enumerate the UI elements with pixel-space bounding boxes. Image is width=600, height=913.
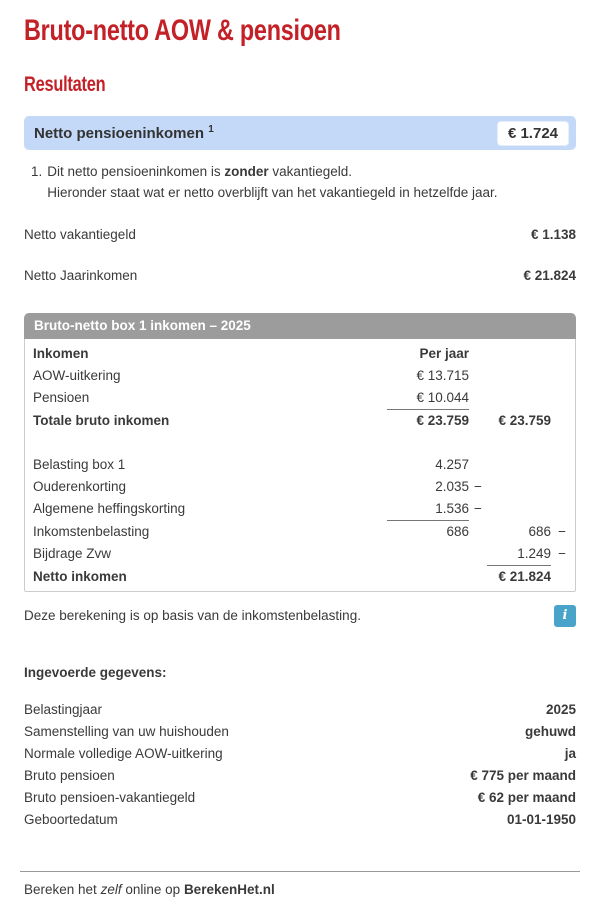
table-row-minus1	[469, 454, 487, 476]
table-row-minus2	[551, 566, 567, 588]
footnote-line1-bold: zonder	[224, 164, 269, 180]
table-row-minus1	[469, 566, 487, 588]
table-row-amount-year: € 13.715	[416, 367, 469, 383]
input-row	[24, 699, 576, 721]
table-row	[25, 498, 575, 521]
table-row-label: Inkomen	[33, 345, 89, 361]
table-row-label: Netto inkomen	[33, 568, 127, 584]
input-value: gehuwd	[525, 723, 576, 739]
table-row-label: Algemene heffingskorting	[33, 500, 186, 516]
summary-label	[34, 124, 214, 142]
input-value: 2025	[545, 701, 576, 717]
table-row-amount-total: € 23.759	[498, 412, 551, 428]
table-row	[25, 521, 575, 543]
table-row-minus1: −	[474, 500, 482, 516]
total-label: Netto Jaarinkomen	[24, 267, 138, 283]
basis-row	[24, 605, 576, 627]
table-row-label: Bijdrage Zvw	[33, 545, 112, 561]
inputs-heading: Ingevoerde gegevens:	[24, 664, 167, 680]
table-row-minus2	[551, 410, 567, 432]
table-row	[25, 543, 575, 566]
table-row-amount-year: 2.035	[435, 478, 469, 494]
table-row-minus1	[469, 343, 487, 365]
footnote-line1	[47, 162, 497, 183]
basis-text: Deze berekening is op basis van de inkomstenbelasting.	[24, 608, 361, 624]
table-row	[25, 387, 575, 410]
table-row-amount-total	[487, 498, 551, 521]
page-title-text: Bruto-netto AOW & pensioen	[24, 14, 341, 47]
table-row-label: AOW-uitkering	[33, 367, 121, 383]
table-row-minus2: −	[558, 545, 566, 561]
table-row-amount-total	[487, 365, 551, 387]
total-row	[24, 266, 576, 286]
input-value: ja	[564, 745, 576, 761]
table-row-minus2	[551, 476, 567, 498]
footer-text	[24, 882, 576, 897]
input-row	[24, 743, 576, 765]
info-icon[interactable]: i	[554, 605, 576, 627]
table-row-label: Totale bruto inkomen	[33, 412, 170, 428]
page-title	[24, 14, 576, 47]
input-label: Geboortedatum	[24, 811, 118, 827]
footer-brand-link[interactable]: BerekenHet.nl	[183, 881, 275, 897]
footer-pre: Bereken het	[24, 881, 97, 897]
input-row	[24, 787, 576, 809]
input-label: Belastingjaar	[24, 701, 103, 717]
table-row-amount-total: € 21.824	[498, 568, 551, 584]
results-heading	[24, 73, 576, 96]
footer-italic: zelf	[100, 881, 122, 897]
table-row-amount-year: € 10.044	[387, 387, 469, 410]
input-value: 01-01-1950	[506, 811, 576, 827]
table-row-label: Pensioen	[33, 389, 90, 405]
inputs-list	[24, 699, 576, 831]
input-row	[24, 721, 576, 743]
income-table-body	[24, 339, 576, 592]
table-row-amount-total	[487, 454, 551, 476]
table-row-minus1	[469, 365, 487, 387]
table-row-minus2	[551, 454, 567, 476]
table-row-amount-year: Per jaar	[419, 345, 469, 361]
table-row-amount-total	[487, 387, 551, 410]
input-value: € 62 per maand	[477, 789, 576, 805]
income-table-title: Bruto-netto box 1 inkomen – 2025	[24, 313, 576, 339]
footnote-number: 1.	[31, 164, 43, 180]
summary-value: € 1.724	[497, 121, 569, 146]
table-row-amount-total: 686	[528, 523, 551, 539]
table-row-minus1	[469, 410, 487, 432]
table-row-label: Belasting box 1	[33, 456, 126, 472]
table-row-minus1: −	[474, 478, 482, 494]
table-row-amount-year: 4.257	[435, 456, 469, 472]
table-row-minus2	[551, 387, 567, 410]
input-label: Normale volledige AOW-uitkering	[24, 745, 223, 761]
total-label: Netto vakantiegeld	[24, 226, 136, 242]
footer-divider	[20, 871, 580, 872]
table-row-amount-year: € 23.759	[416, 412, 469, 428]
table-row-minus2	[551, 365, 567, 387]
total-row	[24, 225, 576, 245]
input-row	[24, 809, 576, 831]
table-row-minus1	[469, 387, 487, 410]
footnote-line2: Hieronder staat wat er netto overblijft van het vakantiegeld in hetzelfde jaar.	[47, 185, 498, 201]
total-value: € 1.138	[530, 226, 576, 242]
table-row-minus2	[551, 498, 567, 521]
table-row	[25, 343, 575, 365]
table-row-amount-year	[387, 543, 469, 566]
table-row	[25, 454, 575, 476]
table-row-minus2	[551, 343, 567, 365]
table-row-amount-year: 686	[446, 523, 469, 539]
table-row	[25, 365, 575, 387]
footer-mid: online op	[125, 881, 181, 897]
table-row-label: Inkomstenbelasting	[33, 523, 150, 539]
table-row-amount-total	[487, 343, 551, 365]
summary-label-text: Netto pensioeninkomen	[34, 125, 205, 143]
input-label: Samenstelling van uw huishouden	[24, 723, 229, 739]
input-row	[24, 765, 576, 787]
total-value: € 21.824	[523, 267, 576, 283]
table-row-amount-total	[487, 476, 551, 498]
totals-list	[24, 225, 576, 286]
results-heading-text: Resultaten	[24, 73, 106, 96]
footnote	[24, 162, 576, 204]
input-label: Bruto pensioen-vakantiegeld	[24, 789, 196, 805]
income-table	[24, 313, 576, 592]
table-row-minus1	[469, 543, 487, 566]
table-row-amount-year: 1.536	[387, 498, 469, 521]
footnote-text	[47, 162, 497, 204]
table-spacer-row	[25, 432, 575, 454]
footnote-line1-pre: Dit netto pensioeninkomen is	[47, 164, 221, 180]
table-row	[25, 410, 575, 432]
summary-bar	[24, 116, 576, 150]
input-label: Bruto pensioen	[24, 767, 115, 783]
input-value: € 775 per maand	[470, 767, 576, 783]
summary-footnote-marker: 1	[208, 124, 214, 136]
table-row-minus1	[469, 521, 487, 543]
table-row-minus2: −	[558, 523, 566, 539]
table-row-label: Ouderenkorting	[33, 478, 127, 494]
table-row-amount-year	[387, 566, 469, 588]
footnote-line1-post: vakantiegeld.	[272, 164, 352, 180]
table-row-amount-total: 1.249	[487, 543, 551, 566]
table-row	[25, 566, 575, 588]
table-row	[25, 476, 575, 498]
